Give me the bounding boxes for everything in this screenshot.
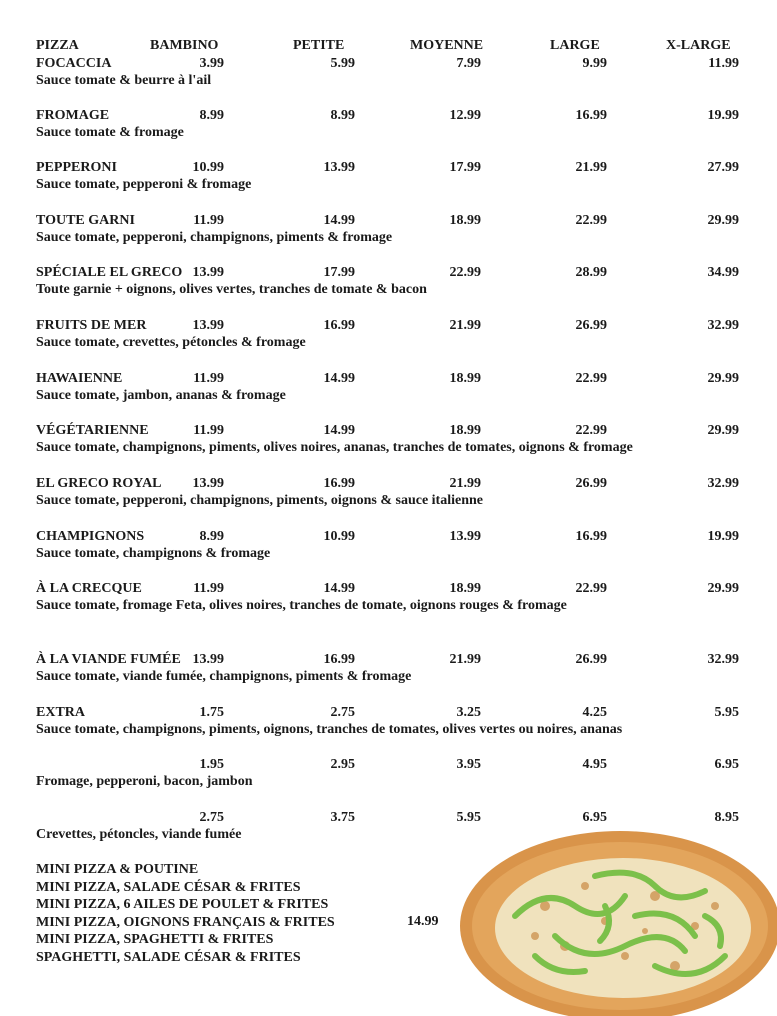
item-name: CHAMPIGNONS [36, 529, 145, 544]
price-bambino: 1.75 [199, 705, 224, 720]
menu-item-row [0, 422, 777, 440]
item-description: Fromage, pepperoni, bacon, jambon [36, 774, 253, 789]
item-name: TOUTE GARNI [36, 213, 135, 228]
price-bambino: 13.99 [192, 476, 224, 491]
item-description: Sauce tomate & beurre à l'ail [36, 73, 212, 88]
price-large: 9.99 [582, 56, 607, 71]
price-bambino: 11.99 [193, 423, 224, 438]
price-large: 26.99 [575, 476, 607, 491]
combo-item: MINI PIZZA, OIGNONS FRANÇAIS & FRITES [36, 914, 335, 930]
price-x-large: 34.99 [707, 265, 739, 280]
menu-item-row [0, 809, 777, 827]
price-x-large: 5.95 [714, 705, 739, 720]
menu-item-row [0, 756, 777, 774]
item-description: Sauce tomate, champignons & fromage [36, 546, 271, 561]
price-large: 26.99 [575, 652, 607, 667]
price-petite: 16.99 [323, 476, 355, 491]
price-petite: 14.99 [323, 213, 355, 228]
pizza-photo-icon [455, 826, 777, 1016]
item-name: À LA VIANDE FUMÉE [36, 652, 181, 667]
price-large: 26.99 [575, 318, 607, 333]
price-moyenne: 21.99 [449, 476, 481, 491]
combo-item: MINI PIZZA, SALADE CÉSAR & FRITES [36, 879, 301, 895]
price-bambino: 13.99 [192, 652, 224, 667]
price-x-large: 29.99 [707, 213, 739, 228]
item-name: EL GRECO ROYAL [36, 476, 162, 491]
price-x-large: 29.99 [707, 371, 739, 386]
item-description: Crevettes, pétoncles, viande fumée [36, 827, 242, 842]
price-moyenne: 18.99 [449, 581, 481, 596]
item-name: HAWAIENNE [36, 371, 123, 386]
price-moyenne: 21.99 [449, 652, 481, 667]
price-bambino: 13.99 [192, 318, 224, 333]
price-bambino: 3.99 [199, 56, 224, 71]
price-petite: 17.99 [323, 265, 355, 280]
price-bambino: 8.99 [199, 108, 224, 123]
item-name: EXTRA [36, 705, 86, 720]
item-description: Sauce tomate, viande fumée, champignons, piments & fromage [36, 669, 412, 684]
price-x-large: 27.99 [707, 160, 739, 175]
menu-item-row [0, 159, 777, 177]
menu-item-row [0, 370, 777, 388]
price-large: 22.99 [575, 213, 607, 228]
combo-item: SPAGHETTI, SALADE CÉSAR & FRITES [36, 949, 301, 965]
price-moyenne: 13.99 [449, 529, 481, 544]
size-header-petite: PETITE [293, 38, 345, 53]
menu-item-row [0, 651, 777, 669]
menu-item-row [0, 212, 777, 230]
menu-item-row [0, 55, 777, 73]
item-name: FRUITS DE MER [36, 318, 147, 333]
price-bambino: 11.99 [193, 581, 224, 596]
price-petite: 14.99 [323, 371, 355, 386]
item-name: PEPPERONI [36, 160, 117, 175]
size-header-bambino: BAMBINO [150, 38, 219, 53]
menu-item-row [0, 317, 777, 335]
price-large: 22.99 [575, 371, 607, 386]
item-name: VÉGÉTARIENNE [36, 423, 149, 438]
price-bambino: 10.99 [192, 160, 224, 175]
size-header-row [0, 37, 777, 55]
price-bambino: 1.95 [199, 757, 224, 772]
price-x-large: 8.95 [714, 810, 739, 825]
price-petite: 13.99 [323, 160, 355, 175]
item-name: À LA CRECQUE [36, 581, 142, 596]
price-x-large: 32.99 [707, 652, 739, 667]
item-description: Sauce tomate, fromage Feta, olives noires, tranches de tomate, oignons rouges & fromage [36, 598, 567, 613]
price-moyenne: 21.99 [449, 318, 481, 333]
item-description: Sauce tomate & fromage [36, 125, 184, 140]
menu-item-row [0, 107, 777, 125]
price-petite: 16.99 [323, 652, 355, 667]
price-x-large: 11.99 [708, 56, 739, 71]
price-bambino: 2.75 [199, 810, 224, 825]
size-header-moyenne: MOYENNE [410, 38, 484, 53]
menu-item-row [0, 580, 777, 598]
combo-item: MINI PIZZA & POUTINE [36, 862, 199, 877]
price-petite: 14.99 [323, 423, 355, 438]
item-description: Sauce tomate, pepperoni & fromage [36, 177, 252, 192]
price-moyenne: 5.95 [456, 810, 481, 825]
price-x-large: 29.99 [707, 581, 739, 596]
price-bambino: 11.99 [193, 213, 224, 228]
price-large: 16.99 [575, 529, 607, 544]
price-large: 28.99 [575, 265, 607, 280]
item-description: Sauce tomate, pepperoni, champignons, piments & fromage [36, 230, 393, 245]
item-description: Sauce tomate, champignons, piments, oignons, tranches de tomates, olives vertes ou noires, ananas [36, 722, 623, 737]
combo-price: 14.99 [407, 914, 439, 929]
price-petite: 5.99 [330, 56, 355, 71]
price-petite: 2.75 [330, 705, 355, 720]
price-x-large: 29.99 [707, 423, 739, 438]
combo-list [36, 861, 335, 966]
price-moyenne: 17.99 [449, 160, 481, 175]
price-moyenne: 3.25 [456, 705, 481, 720]
item-description: Sauce tomate, champignons, piments, olives noires, ananas, tranches de tomates, oignons & fromage [36, 440, 633, 455]
price-petite: 10.99 [323, 529, 355, 544]
price-bambino: 11.99 [193, 371, 224, 386]
menu-item-row [0, 264, 777, 282]
price-x-large: 32.99 [707, 476, 739, 491]
price-moyenne: 18.99 [449, 371, 481, 386]
price-x-large: 32.99 [707, 318, 739, 333]
item-description: Sauce tomate, jambon, ananas & fromage [36, 388, 286, 403]
price-x-large: 19.99 [707, 529, 739, 544]
price-moyenne: 18.99 [449, 213, 481, 228]
size-header-large: LARGE [550, 38, 600, 53]
price-moyenne: 7.99 [456, 56, 481, 71]
price-bambino: 8.99 [199, 529, 224, 544]
price-bambino: 13.99 [192, 265, 224, 280]
price-large: 4.95 [582, 757, 607, 772]
category-label: PIZZA [36, 38, 79, 53]
item-description: Sauce tomate, pepperoni, champignons, piments, oignons & sauce italienne [36, 493, 483, 508]
menu-item-row [0, 704, 777, 722]
price-large: 6.95 [582, 810, 607, 825]
price-petite: 2.95 [330, 757, 355, 772]
price-large: 22.99 [575, 423, 607, 438]
price-large: 22.99 [575, 581, 607, 596]
item-name: SPÉCIALE EL GRECO [36, 265, 183, 280]
menu-item-row [0, 475, 777, 493]
price-petite: 14.99 [323, 581, 355, 596]
price-x-large: 6.95 [714, 757, 739, 772]
item-description: Toute garnie + oignons, olives vertes, tranches de tomate & bacon [36, 282, 427, 297]
price-moyenne: 12.99 [449, 108, 481, 123]
price-petite: 16.99 [323, 318, 355, 333]
price-large: 16.99 [575, 108, 607, 123]
price-petite: 8.99 [330, 108, 355, 123]
price-moyenne: 18.99 [449, 423, 481, 438]
price-large: 4.25 [582, 705, 607, 720]
item-name: FOCACCIA [36, 56, 112, 71]
item-description: Sauce tomate, crevettes, pétoncles & fromage [36, 335, 306, 350]
price-moyenne: 3.95 [456, 757, 481, 772]
price-moyenne: 22.99 [449, 265, 481, 280]
menu-item-row [0, 528, 777, 546]
price-petite: 3.75 [330, 810, 355, 825]
combo-item: MINI PIZZA, SPAGHETTI & FRITES [36, 932, 274, 947]
price-large: 21.99 [575, 160, 607, 175]
combo-item: MINI PIZZA, 6 AILES DE POULET & FRITES [36, 897, 329, 912]
item-name: FROMAGE [36, 108, 110, 123]
size-header-x-large: X-LARGE [666, 38, 731, 53]
price-x-large: 19.99 [707, 108, 739, 123]
